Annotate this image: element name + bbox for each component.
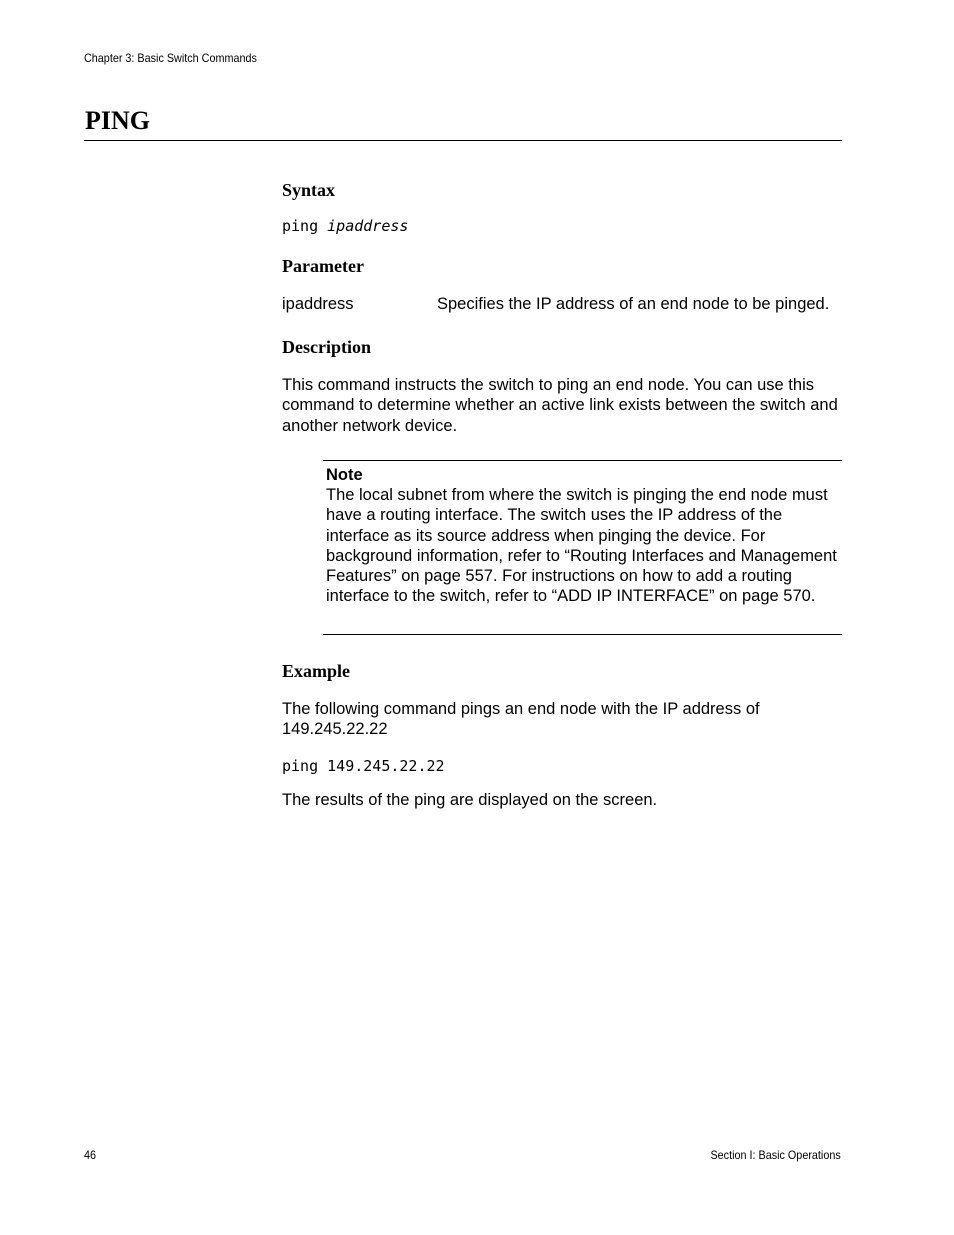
parameter-description: Specifies the IP address of an end node to be pinged. <box>437 295 830 313</box>
title-rule <box>84 140 842 141</box>
syntax-line <box>282 216 408 236</box>
example-intro: The following command pings an end node with the IP address of 149.245.22.22 <box>282 700 760 739</box>
description-text: This command instructs the switch to ping an end node. You can use this command to determine whether an active link exists between the switch and another network device. <box>282 376 838 435</box>
description-heading: Description <box>282 337 371 357</box>
syntax-argument: ipaddress <box>327 217 409 235</box>
running-header: Chapter 3: Basic Switch Commands <box>84 51 257 65</box>
parameter-name: ipaddress <box>282 295 354 313</box>
syntax-command: ping <box>282 217 319 235</box>
syntax-heading: Syntax <box>282 180 336 200</box>
note-label: Note <box>326 466 363 484</box>
example-result: The results of the ping are displayed on the screen. <box>282 791 658 809</box>
page-number: 46 <box>84 1148 97 1162</box>
parameter-heading: Parameter <box>282 256 364 276</box>
section-footer: Section I: Basic Operations <box>710 1148 841 1162</box>
example-command: ping 149.245.22.22 <box>282 757 445 775</box>
note-box <box>323 460 842 635</box>
example-heading: Example <box>282 661 351 681</box>
note-text: The local subnet from where the switch is pinging the end node must have a routing interface. The switch uses the IP address of the interface as its source address when pinging the device. For background information, refer to “Routing Interfaces and Management Features” on page 557. For instructions on how to add a routing interface to the switch, refer to “ADD IP INTERFACE” on page 570. <box>326 486 837 606</box>
page-title: PING <box>85 106 150 135</box>
